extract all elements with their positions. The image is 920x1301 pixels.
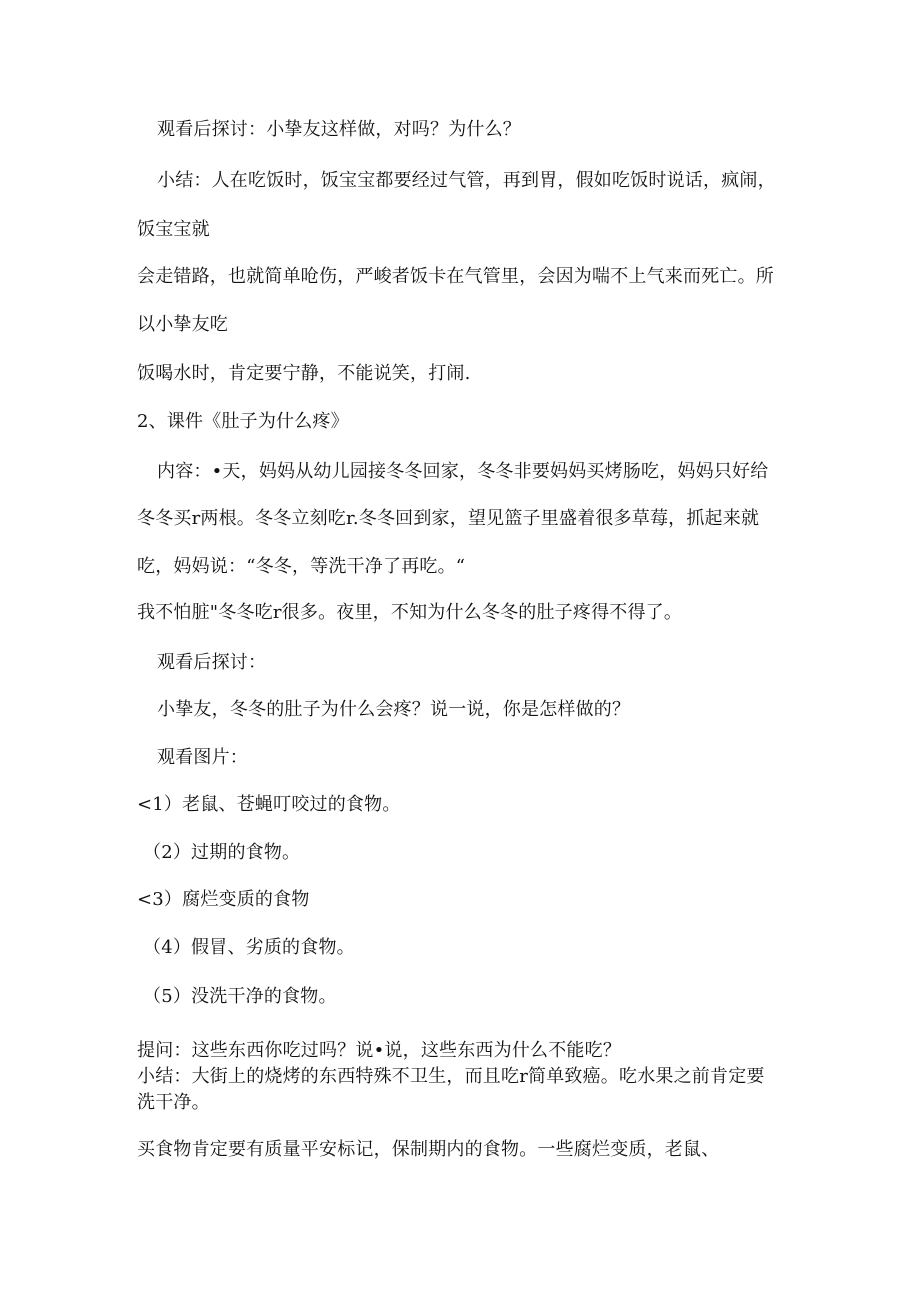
list-item: <3）腐烂变质的食物 (137, 889, 310, 910)
list-item: （5）没洗干净的食物。 (143, 986, 337, 1007)
discussion-question-2: 小挚友，冬冬的肚子为什么会疼？说一说，你是怎样做的？ (157, 699, 631, 720)
content-line-1: 内容：•天，妈妈从幼儿园接冬冬回家，冬冬非要妈妈买烤肠吃，妈妈只好给 (157, 461, 769, 482)
summary-line-4: 以小挚友吃 (137, 314, 228, 335)
summary-line-5: 饭喝水时，肯定要宁静，不能说笑，打闹. (137, 363, 471, 384)
question-line: 提问：这些东西你吃过吗？说•说，这些东西为什么不能吃？ (137, 1040, 622, 1061)
summary-line-6: 小结：大街上的烧烤的东西特殊不卫生，而且吃r简单致癌。吃水果之前肯定要 (137, 1066, 765, 1087)
content-line-3: 吃，妈妈说：“冬冬，等洗干净了再吃。“ (137, 556, 466, 577)
summary-line-2: 饭宝宝就 (137, 219, 210, 240)
content-line-2: 冬冬买r两根。冬冬立刻吃r.冬冬回到家，望见篮子里盛着很多草莓，抓起来就 (137, 508, 760, 529)
content-line-4: 我不怕脏"冬冬吃r很多。夜里，不知为什么冬冬的肚子疼得不得了。 (137, 602, 683, 623)
picture-heading: 观看图片： (157, 747, 248, 768)
summary-line-3: 会走错路，也就简单呛伤，严峻者饭卡在气管里，会因为喘不上气来而死亡。所 (137, 266, 774, 287)
list-item: （4）假冒、劣质的食物。 (143, 937, 355, 958)
summary-line-7: 洗干净。 (137, 1092, 210, 1113)
list-item: （2）过期的食物。 (143, 842, 301, 863)
discussion-question-1: 观看后探讨：小挚友这样做，对吗？为什么？ (157, 119, 521, 140)
advice-line: 买食物肯定要有质量平安标记，保制期内的食物。一些腐烂变质，老鼠、 (137, 1139, 720, 1160)
discussion-heading-2: 观看后探讨： (157, 652, 267, 673)
list-item: <1）老鼠、苍蝇叮咬过的食物。 (137, 794, 401, 815)
summary-line-1: 小结：人在吃饭时，饭宝宝都要经过气管，再到胃，假如吃饭时说话，疯闹， (157, 170, 776, 191)
section-heading-courseware: 2、课件《肚子为什么疼》 (137, 411, 349, 432)
